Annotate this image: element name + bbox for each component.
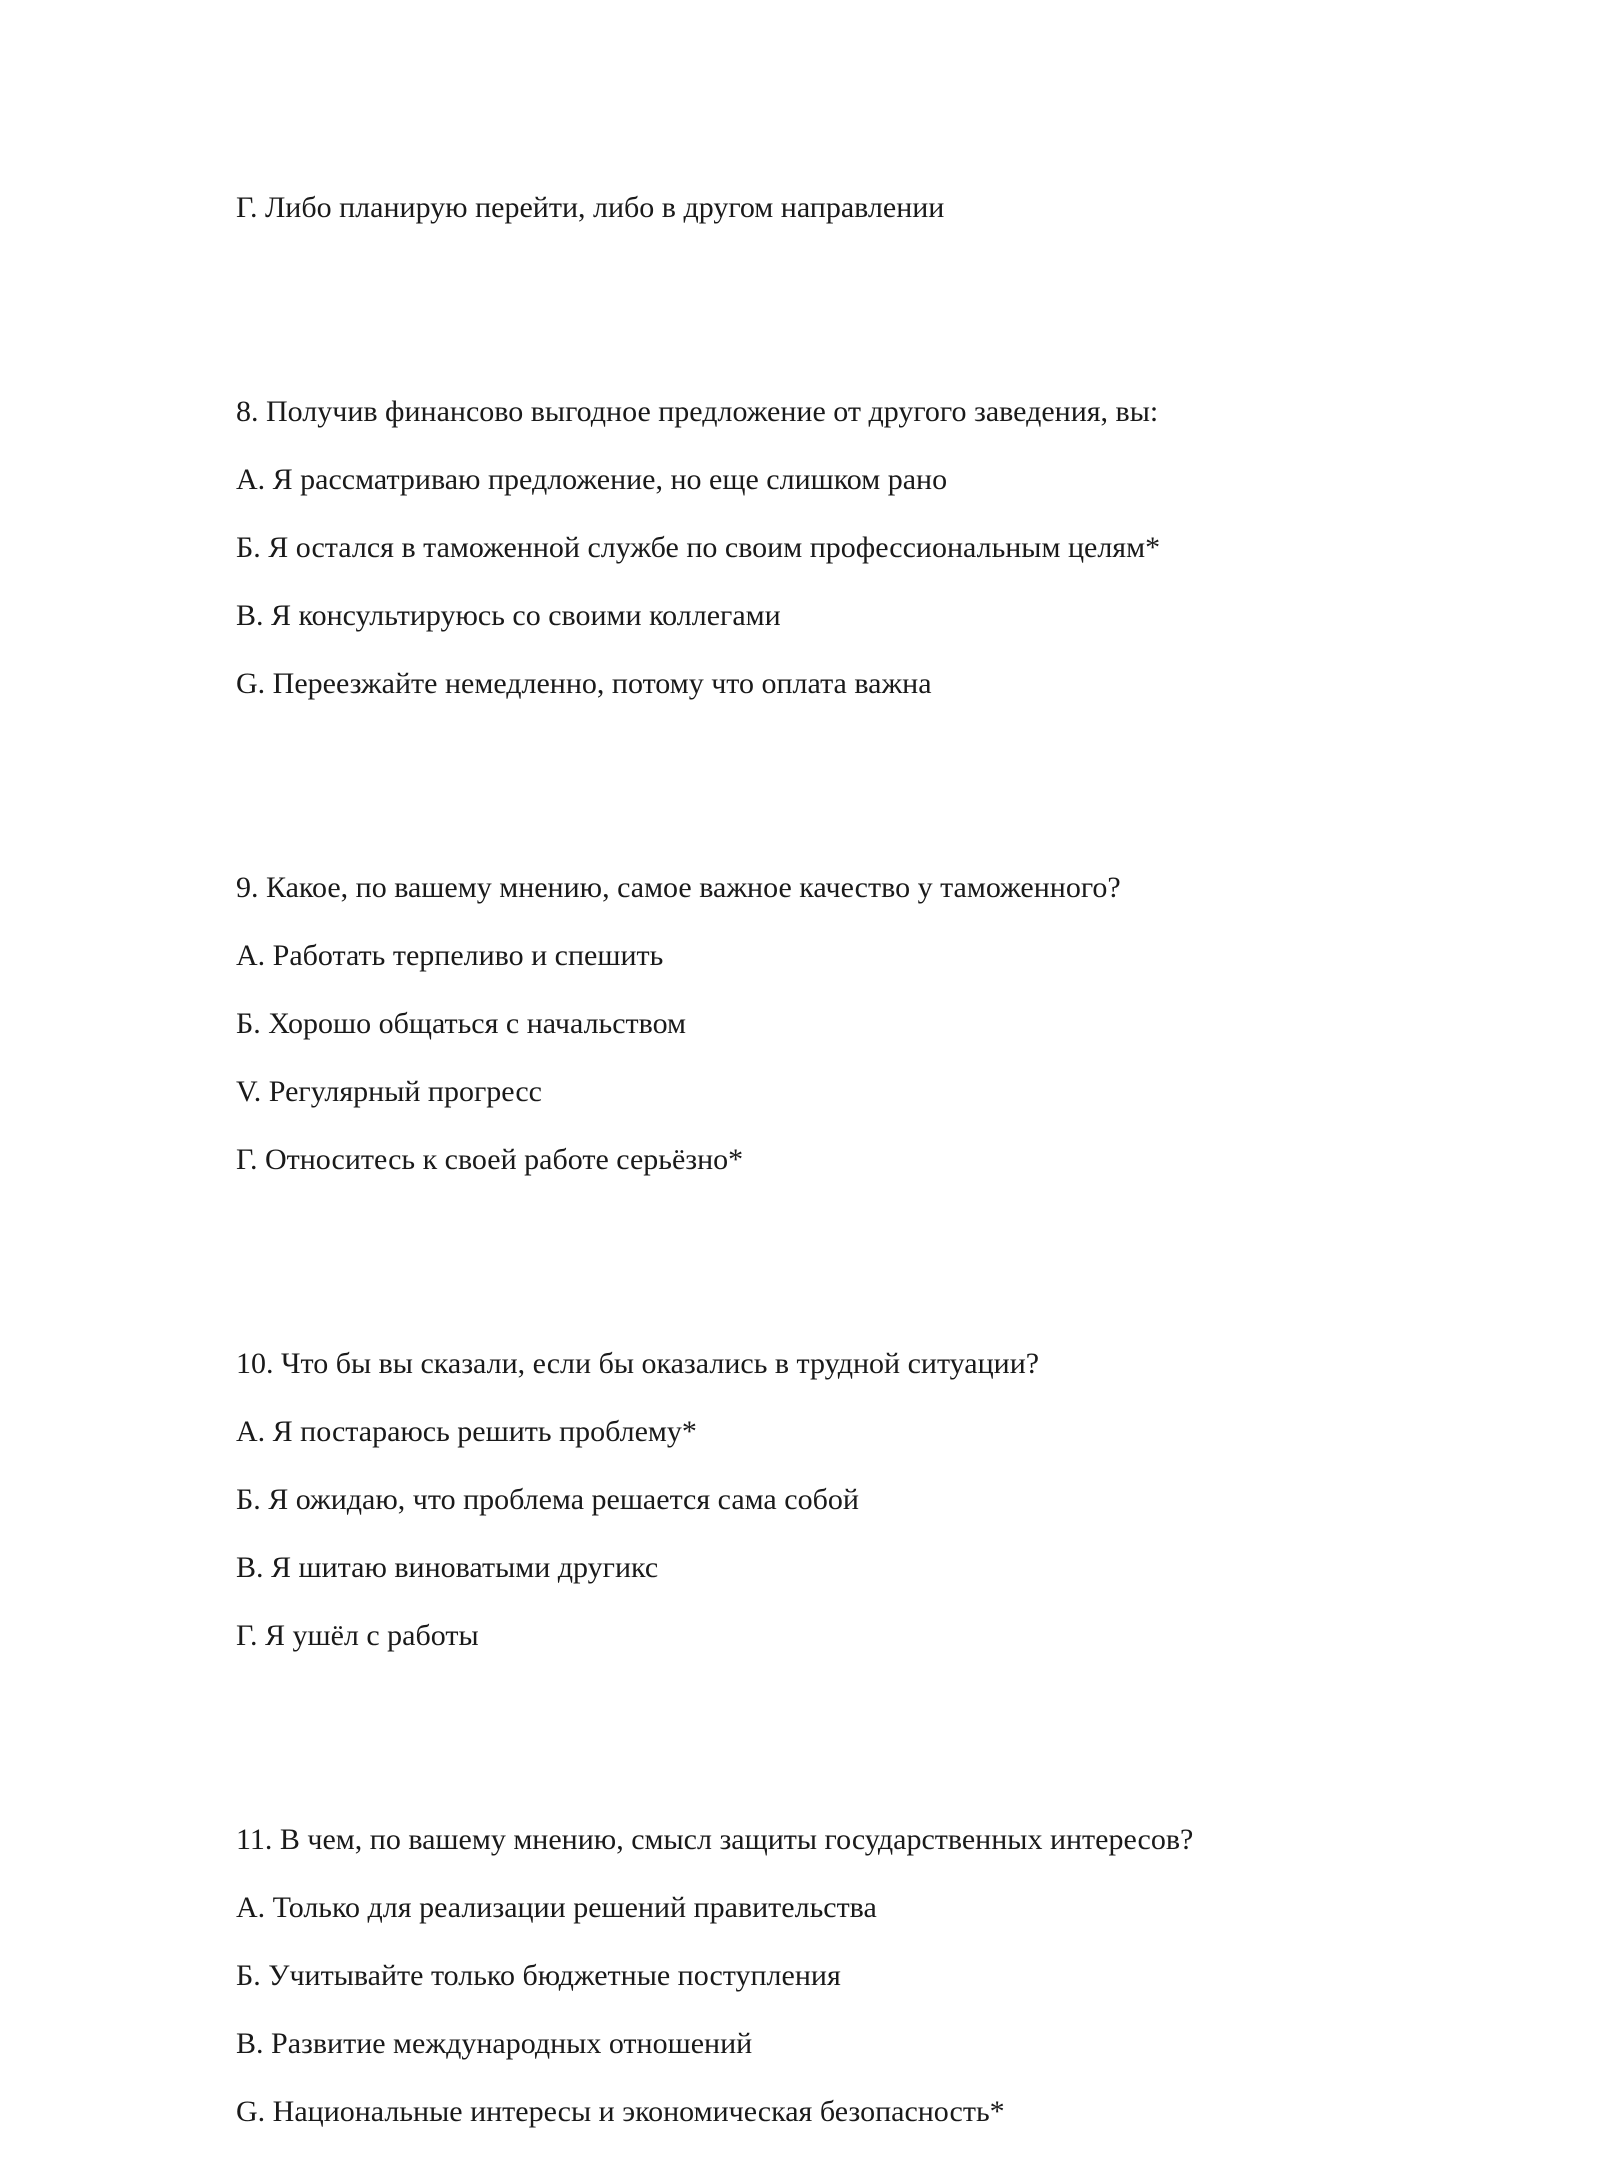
spacer [236, 730, 1436, 866]
answer-option: Г. Я ушёл с работы [236, 1619, 479, 1652]
answer-option: В. Я шитаю виноватыми другикс [236, 1551, 659, 1584]
intro-option: Г. Либо планирую перейти, либо в другом направлении [236, 191, 945, 224]
answer-option: G. Национальные интересы и экономическая безопасность* [236, 2095, 1005, 2128]
question-text: 10. Что бы вы сказали, если бы оказались в трудной ситуации? [236, 1347, 1040, 1380]
spacer [236, 1682, 1436, 1818]
answer-option: Б. Хорошо общаться с начальством [236, 1007, 687, 1040]
answer-option: В. Развитие международных отношений [236, 2027, 753, 2060]
answer-option: А. Я рассматриваю предложение, но еще слишком рано [236, 463, 948, 496]
answer-option: В. Я консультируюсь со своими коллегами [236, 599, 781, 632]
document-content [236, 186, 1436, 2158]
answer-option: G. Переезжайте немедленно, потому что оплата важна [236, 667, 932, 700]
question-block-10 [236, 1342, 1436, 1682]
answer-option: А. Я постараюсь решить проблему* [236, 1415, 697, 1448]
answer-option: Б. Учитывайте только бюджетные поступления [236, 1959, 841, 1992]
question-text: 9. Какое, по вашему мнению, самое важное качество у таможенного? [236, 871, 1121, 904]
answer-option: А. Только для реализации решений правительства [236, 1891, 877, 1924]
question-block-8 [236, 390, 1436, 730]
question-block-9 [236, 866, 1436, 1206]
question-text: 11. В чем, по вашему мнению, смысл защиты государственных интересов? [236, 1823, 1194, 1856]
answer-option: Б. Я ожидаю, что проблема решается сама собой [236, 1483, 859, 1516]
spacer [236, 254, 1436, 390]
question-text: 8. Получив финансово выгодное предложение от другого заведения, вы: [236, 395, 1159, 428]
answer-option: А. Работать терпеливо и спешить [236, 939, 664, 972]
answer-option: Б. Я остался в таможенной службе по своим профессиональным целям* [236, 531, 1161, 564]
answer-option: Г. Относитесь к своей работе серьёзно* [236, 1143, 744, 1176]
answer-option: V. Регулярный прогресс [236, 1075, 542, 1108]
question-block-11 [236, 1818, 1436, 2158]
spacer [236, 1206, 1436, 1342]
